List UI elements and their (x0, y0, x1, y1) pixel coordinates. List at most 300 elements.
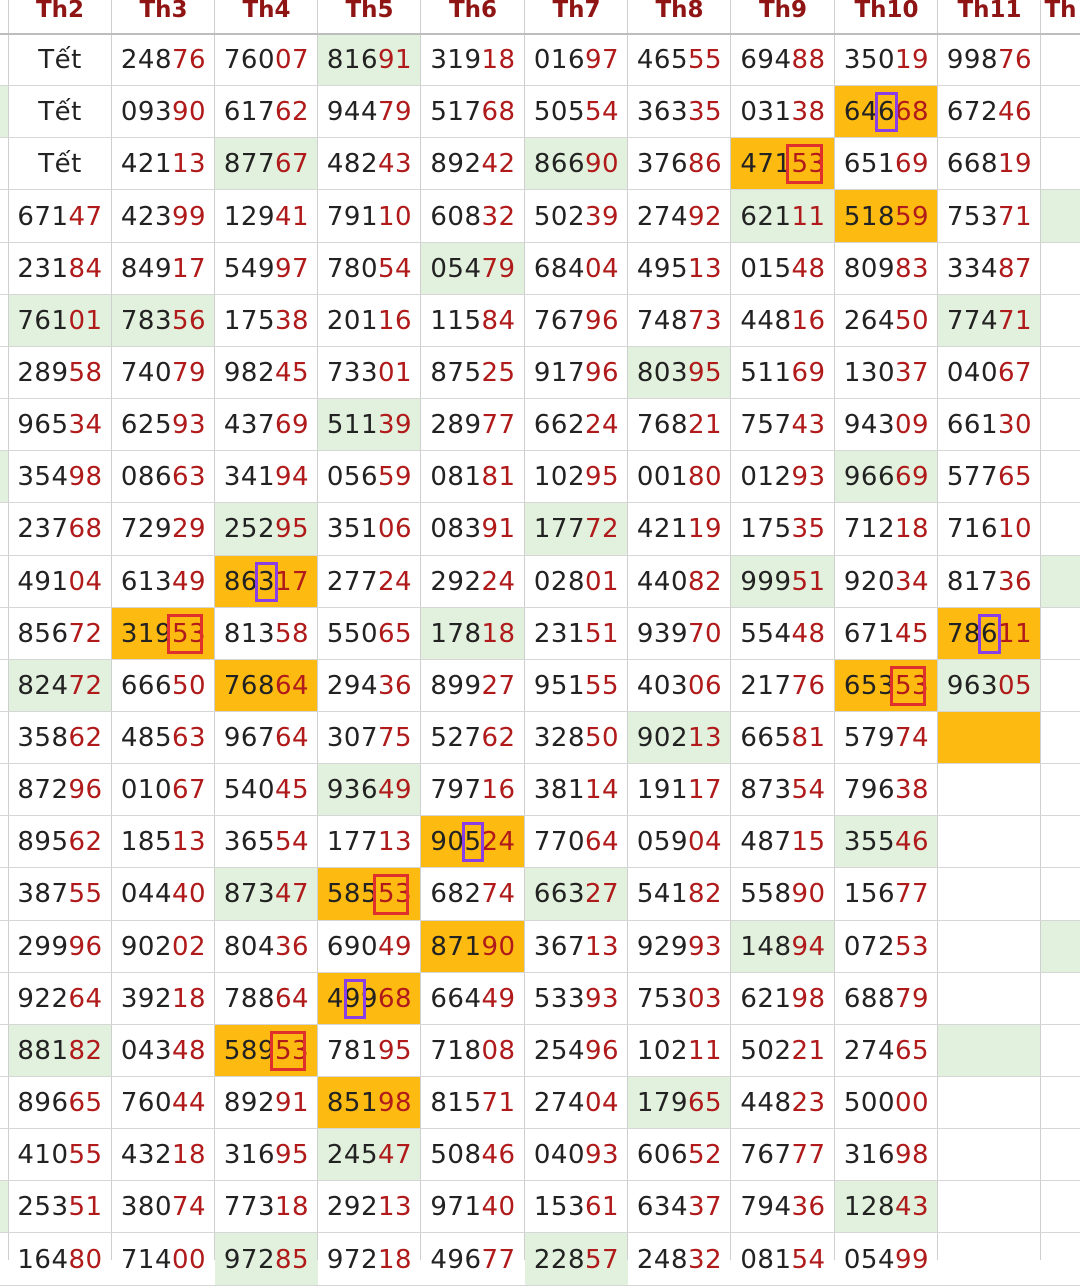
result-cell[interactable]: 274 65 (843, 1035, 930, 1066)
result-cell[interactable]: 086 63 (120, 462, 207, 493)
result-cell[interactable]: 824 72 (8, 660, 112, 712)
result-cell[interactable]: 895 62 (17, 827, 103, 858)
result-cell[interactable] (1041, 608, 1080, 660)
result-cell[interactable]: 231 51 (533, 618, 620, 649)
result-cell[interactable]: 040 93 (533, 1140, 620, 1171)
header-th10: Th10 (854, 0, 919, 23)
result-cell[interactable]: 797 16 (430, 775, 516, 806)
result-cell[interactable]: 392 18 (120, 983, 207, 1014)
result-cell[interactable] (1041, 138, 1080, 190)
result-cell[interactable]: 774 71 (938, 295, 1041, 347)
row-divider (0, 763, 1080, 764)
result-cell[interactable] (1041, 816, 1080, 868)
result-cell[interactable] (1041, 399, 1080, 451)
result-cell[interactable]: 917 96 (533, 357, 620, 388)
result-cell[interactable] (1041, 868, 1080, 920)
header-divider (0, 33, 1080, 35)
result-cell[interactable]: 920 34 (843, 566, 930, 597)
result-cell[interactable]: 403 06 (636, 670, 723, 701)
result-cell[interactable]: 963 05 (938, 660, 1041, 712)
result-cell[interactable]: 040 67 (946, 357, 1033, 388)
edge-cell-highlight (0, 86, 8, 138)
row-divider (0, 711, 1080, 712)
result-cell[interactable]: 558 90 (740, 879, 826, 910)
row-divider (0, 555, 1080, 556)
result-cell[interactable]: 177 72 (525, 503, 628, 555)
header-th: Th (1044, 0, 1077, 23)
result-cell[interactable]: 753 03 (636, 983, 723, 1014)
result-cell[interactable]: 410 55 (17, 1140, 103, 1171)
result-cell[interactable]: 817 36 (946, 566, 1033, 597)
result-cell[interactable]: 254 96 (533, 1035, 620, 1066)
result-cell[interactable]: 129 41 (223, 201, 310, 232)
result-cell[interactable]: 662 24 (533, 410, 620, 441)
result-cell[interactable]: 505 54 (533, 97, 620, 128)
result-cell[interactable]: 716 10 (946, 514, 1033, 545)
result-cell[interactable]: 664 49 (430, 983, 516, 1014)
result-cell[interactable]: 440 82 (636, 566, 723, 597)
row-divider (0, 1232, 1080, 1233)
result-cell[interactable]: 682 74 (430, 879, 516, 910)
result-cell[interactable]: 376 86 (636, 149, 723, 180)
result-cell[interactable]: 355 46 (835, 816, 938, 868)
result-cell[interactable]: 533 93 (533, 983, 620, 1014)
result-cell[interactable] (938, 1181, 1041, 1233)
result-cell[interactable]: 502 21 (740, 1035, 826, 1066)
result-cell[interactable]: 351 06 (326, 514, 413, 545)
result-cell[interactable]: 012 93 (740, 462, 826, 493)
result-cell[interactable]: 863 17 (215, 556, 318, 608)
result-cell[interactable]: 421 19 (636, 514, 723, 545)
result-cell[interactable]: 740 79 (120, 357, 207, 388)
result-cell[interactable] (938, 1129, 1041, 1181)
result-cell[interactable]: 783 56 (112, 295, 215, 347)
result-cell[interactable]: 892 91 (223, 1088, 310, 1119)
result-cell[interactable]: 718 08 (430, 1035, 516, 1066)
result-cell[interactable]: 613 49 (120, 566, 207, 597)
result-cell[interactable]: 001 80 (636, 462, 723, 493)
result-cell[interactable] (1041, 347, 1080, 399)
result-cell[interactable] (1041, 451, 1080, 503)
result-cell[interactable]: 115 84 (430, 305, 516, 336)
result-cell[interactable]: 651 69 (843, 149, 930, 180)
result-cell[interactable]: 179 65 (628, 1077, 731, 1129)
row-divider (0, 607, 1080, 608)
result-cell[interactable]: 873 54 (740, 775, 826, 806)
result-cell[interactable]: 156 77 (843, 879, 930, 910)
result-cell[interactable]: 550 65 (326, 618, 413, 649)
result-cell[interactable]: 896 65 (17, 1088, 103, 1119)
result-cell[interactable]: 437 69 (223, 410, 310, 441)
row-divider (0, 242, 1080, 243)
result-cell[interactable]: 517 68 (430, 97, 516, 128)
result-cell[interactable]: 688 79 (843, 983, 930, 1014)
result-cell[interactable]: 487 15 (740, 827, 826, 858)
result-cell[interactable]: 617 62 (223, 97, 310, 128)
result-cell[interactable] (1041, 660, 1080, 712)
result-cell[interactable]: 804 36 (223, 931, 310, 962)
result-cell[interactable]: 164 80 (17, 1244, 103, 1275)
row-divider (0, 867, 1080, 868)
result-cell[interactable]: 185 13 (120, 827, 207, 858)
result-cell[interactable]: 093 90 (120, 97, 207, 128)
result-cell[interactable]: 902 13 (628, 712, 731, 764)
row-divider (0, 1076, 1080, 1077)
result-cell[interactable]: 761 01 (8, 295, 112, 347)
header-th8: Th8 (655, 0, 704, 23)
result-cell[interactable] (938, 816, 1041, 868)
result-cell[interactable]: 178 18 (421, 608, 525, 660)
result-cell[interactable] (938, 973, 1041, 1025)
result-cell[interactable] (938, 1077, 1041, 1129)
result-cell[interactable]: 936 49 (318, 764, 421, 816)
result-cell[interactable]: 971 40 (430, 1192, 516, 1223)
result-cell[interactable]: 634 37 (636, 1192, 723, 1223)
result-cell[interactable]: 922 64 (17, 983, 103, 1014)
result-cell[interactable]: 653 53 (835, 660, 938, 712)
result-cell[interactable]: 289 58 (17, 357, 103, 388)
result-cell[interactable]: 856 72 (17, 618, 103, 649)
row-divider (0, 85, 1080, 86)
result-cell[interactable]: 770 64 (533, 827, 620, 858)
result-cell[interactable]: 589 53 (215, 1025, 318, 1077)
result-cell[interactable]: 554 48 (740, 618, 826, 649)
result-cell[interactable]: 177 13 (326, 827, 413, 858)
result-cell[interactable]: 496 77 (430, 1244, 516, 1275)
result-cell[interactable]: 191 17 (636, 775, 723, 806)
result-cell[interactable]: 471 53 (731, 138, 835, 190)
result-cell[interactable]: 540 45 (223, 775, 310, 806)
result-cell[interactable]: 791 10 (326, 201, 413, 232)
header-th2: Th2 (35, 0, 85, 23)
row-divider (0, 1285, 1080, 1286)
result-cell[interactable]: 757 43 (740, 410, 826, 441)
result-cell[interactable]: 059 04 (636, 827, 723, 858)
header-th3: Th3 (139, 0, 188, 23)
result-cell[interactable]: 102 11 (636, 1035, 723, 1066)
header-th6: Th6 (448, 0, 498, 23)
result-cell[interactable]: 500 00 (843, 1088, 930, 1119)
result-cell[interactable]: 054 99 (843, 1244, 930, 1275)
result-cell[interactable] (938, 921, 1041, 973)
result-cell[interactable]: 274 92 (636, 201, 723, 232)
result-cell[interactable]: 781 95 (326, 1035, 413, 1066)
result-cell[interactable]: 712 18 (843, 514, 930, 545)
result-cell[interactable]: 175 35 (740, 514, 826, 545)
result-cell[interactable]: 508 46 (430, 1140, 516, 1171)
result-cell[interactable]: 248 76 (120, 45, 207, 76)
result-cell[interactable]: 231 84 (17, 253, 103, 284)
row-divider (0, 137, 1080, 138)
result-cell[interactable]: 767 96 (533, 305, 620, 336)
result-cell[interactable]: 081 54 (740, 1244, 826, 1275)
result-cell[interactable]: 871 90 (421, 921, 525, 973)
row-divider (0, 1180, 1080, 1181)
result-cell[interactable]: 905 24 (421, 816, 525, 868)
result-cell[interactable]: 972 18 (326, 1244, 413, 1275)
result-cell[interactable]: 387 55 (17, 879, 103, 910)
result-cell[interactable]: 380 74 (120, 1192, 207, 1223)
result-cell[interactable]: 816 91 (318, 34, 421, 86)
result-cell[interactable]: 201 16 (326, 305, 413, 336)
row-divider (0, 398, 1080, 399)
result-cell[interactable] (1041, 34, 1080, 86)
result-cell[interactable] (1041, 503, 1080, 555)
result-cell[interactable]: 788 64 (223, 983, 310, 1014)
result-cell[interactable]: 999 51 (731, 556, 835, 608)
result-cell[interactable]: 768 64 (215, 660, 318, 712)
result-cell[interactable]: 665 81 (740, 723, 826, 753)
result-cell[interactable]: 248 32 (636, 1244, 723, 1275)
result-cell[interactable]: 511 69 (740, 357, 826, 388)
result-cell[interactable]: 367 13 (533, 931, 620, 962)
result-cell[interactable]: 780 54 (326, 253, 413, 284)
result-cell[interactable]: 873 47 (215, 868, 318, 920)
result-cell[interactable]: 043 48 (120, 1035, 207, 1066)
result-cell[interactable]: 866 90 (525, 138, 628, 190)
result-cell[interactable]: 252 95 (215, 503, 318, 555)
result-cell[interactable]: 128 43 (835, 1181, 938, 1233)
result-cell[interactable]: 245 47 (318, 1129, 421, 1181)
row-divider (0, 920, 1080, 921)
result-cell[interactable]: 217 76 (740, 670, 826, 701)
result-cell[interactable]: 803 95 (628, 347, 731, 399)
result-cell[interactable]: 319 18 (430, 45, 516, 76)
result-cell[interactable]: 031 38 (740, 97, 826, 128)
result-cell[interactable]: 228 57 (525, 1233, 628, 1285)
result-cell[interactable]: 102 95 (533, 462, 620, 493)
result-cell[interactable] (938, 1025, 1041, 1077)
result-cell[interactable]: 054 79 (421, 243, 525, 295)
result-cell[interactable]: 358 62 (17, 723, 103, 753)
result-cell[interactable]: 760 07 (223, 45, 310, 76)
result-cell[interactable]: 354 98 (17, 462, 103, 493)
row-divider (0, 189, 1080, 190)
result-cell[interactable]: 972 85 (215, 1233, 318, 1285)
result-cell[interactable]: 010 67 (120, 775, 207, 806)
result-cell[interactable]: 495 13 (636, 253, 723, 284)
result-cell[interactable]: 951 55 (533, 670, 620, 701)
result-cell[interactable]: Tết (38, 97, 82, 128)
result-cell[interactable] (1041, 190, 1080, 242)
result-cell[interactable]: 015 48 (740, 253, 826, 284)
row-divider (0, 346, 1080, 347)
result-cell[interactable]: 072 53 (843, 931, 930, 962)
edge-cell-highlight (0, 1181, 8, 1233)
header-th7: Th7 (552, 0, 601, 23)
result-cell[interactable]: 875 25 (430, 357, 516, 388)
result-cell[interactable]: 646 68 (835, 86, 938, 138)
result-cell[interactable] (1041, 556, 1080, 608)
result-cell[interactable]: 767 77 (740, 1140, 826, 1171)
result-cell[interactable]: 527 62 (430, 723, 516, 753)
result-cell[interactable]: 872 96 (17, 775, 103, 806)
result-cell[interactable]: Tết (38, 45, 82, 76)
result-cell[interactable]: 606 52 (636, 1140, 723, 1171)
result-cell[interactable] (938, 764, 1041, 816)
result-cell[interactable]: 671 45 (843, 618, 930, 649)
result-cell[interactable]: 694 88 (740, 45, 826, 76)
result-cell[interactable]: 729 29 (120, 514, 207, 545)
result-cell[interactable]: 277 24 (326, 566, 413, 597)
result-cell[interactable]: 621 11 (731, 190, 835, 242)
result-cell[interactable]: 432 18 (120, 1140, 207, 1171)
result-cell[interactable]: 690 49 (326, 931, 413, 962)
result-cell[interactable]: 334 87 (946, 253, 1033, 284)
result-cell[interactable]: 851 98 (318, 1077, 421, 1129)
row-divider (0, 1024, 1080, 1025)
result-cell[interactable]: 663 27 (525, 868, 628, 920)
result-cell[interactable]: 748 73 (636, 305, 723, 336)
result-cell[interactable]: 579 74 (843, 723, 930, 753)
result-cell[interactable]: 423 99 (120, 201, 207, 232)
result-cell[interactable]: 966 69 (835, 451, 938, 503)
result-cell[interactable]: 341 94 (223, 462, 310, 493)
result-cell[interactable]: 794 36 (740, 1192, 826, 1223)
result-cell[interactable] (1041, 1077, 1080, 1129)
result-cell[interactable]: 671 47 (17, 201, 103, 232)
result-cell[interactable]: 350 19 (843, 45, 930, 76)
result-cell[interactable]: 237 68 (17, 514, 103, 545)
result-cell[interactable]: 661 30 (946, 410, 1033, 441)
result-cell[interactable]: 899 27 (430, 670, 516, 701)
result-cell[interactable] (1041, 86, 1080, 138)
result-cell[interactable]: 518 59 (835, 190, 938, 242)
result-cell[interactable]: 577 65 (946, 462, 1033, 493)
result-cell[interactable]: 760 44 (120, 1088, 207, 1119)
result-cell[interactable]: 511 39 (318, 399, 421, 451)
result-cell[interactable]: 485 63 (120, 723, 207, 753)
result-cell[interactable]: 328 50 (533, 723, 620, 753)
result-cell[interactable]: 153 61 (533, 1192, 620, 1223)
result-cell[interactable]: 448 23 (740, 1088, 826, 1119)
result-cell[interactable]: 944 79 (326, 97, 413, 128)
result-cell[interactable]: 943 09 (843, 410, 930, 441)
result-cell[interactable]: 081 81 (430, 462, 516, 493)
result-cell[interactable]: 083 91 (430, 514, 516, 545)
result-cell[interactable]: 381 14 (533, 775, 620, 806)
result-cell[interactable]: 684 04 (533, 253, 620, 284)
result-cell[interactable]: 967 64 (223, 723, 310, 753)
result-cell[interactable]: 044 40 (120, 879, 207, 910)
result-cell[interactable]: 892 42 (430, 149, 516, 180)
row-divider (0, 502, 1080, 503)
row-divider (0, 294, 1080, 295)
result-cell[interactable]: Tết (38, 149, 82, 180)
result-cell[interactable]: 148 94 (731, 921, 835, 973)
result-cell[interactable]: 768 21 (636, 410, 723, 441)
header-th9: Th9 (758, 0, 808, 23)
table-header (0, 0, 1080, 34)
result-cell[interactable] (1041, 1181, 1080, 1233)
result-cell[interactable]: 028 01 (533, 566, 620, 597)
result-cell[interactable]: 299 96 (17, 931, 103, 962)
result-cell[interactable]: 902 02 (120, 931, 207, 962)
result-cell[interactable]: 773 18 (223, 1192, 310, 1223)
result-cell[interactable]: 465 55 (636, 45, 723, 76)
row-divider (0, 659, 1080, 660)
result-cell[interactable]: 307 75 (326, 723, 413, 753)
result-cell[interactable] (938, 868, 1041, 920)
result-cell[interactable]: 753 71 (946, 201, 1033, 232)
result-cell[interactable]: 016 97 (533, 45, 620, 76)
result-cell[interactable]: 608 32 (430, 201, 516, 232)
result-cell[interactable]: 813 58 (223, 618, 310, 649)
result-cell[interactable]: 881 82 (8, 1025, 112, 1077)
edge-cell-highlight (0, 451, 8, 503)
result-cell[interactable]: 786 11 (938, 608, 1041, 660)
result-cell[interactable]: 502 39 (533, 201, 620, 232)
result-cell[interactable]: 491 04 (17, 566, 103, 597)
result-cell[interactable]: 541 82 (636, 879, 723, 910)
result-cell[interactable]: 448 16 (740, 305, 826, 336)
result-cell[interactable] (1041, 243, 1080, 295)
result-cell[interactable] (1041, 1129, 1080, 1181)
result-cell[interactable]: 666 50 (120, 670, 207, 701)
header-th5: Th5 (345, 0, 394, 23)
result-cell[interactable]: 130 37 (843, 357, 930, 388)
result-cell[interactable]: 365 54 (223, 827, 310, 858)
result-cell[interactable] (1041, 921, 1080, 973)
result-cell[interactable]: 264 50 (843, 305, 930, 336)
row-divider (0, 815, 1080, 816)
result-cell[interactable]: 714 00 (120, 1244, 207, 1275)
result-cell[interactable]: 733 01 (326, 357, 413, 388)
result-cell[interactable] (1041, 764, 1080, 816)
result-cell[interactable]: 877 67 (215, 138, 318, 190)
result-cell[interactable]: 668 19 (946, 149, 1033, 180)
result-cell[interactable]: 319 53 (112, 608, 215, 660)
result-cell[interactable]: 621 98 (740, 983, 826, 1014)
result-cell[interactable]: 274 04 (533, 1088, 620, 1119)
result-cell[interactable]: 363 35 (636, 97, 723, 128)
result-cell[interactable]: 294 36 (326, 670, 413, 701)
result-cell[interactable]: 625 93 (120, 410, 207, 441)
result-cell[interactable]: 815 71 (430, 1088, 516, 1119)
result-cell[interactable]: 056 59 (326, 462, 413, 493)
result-cell[interactable]: 499 68 (318, 973, 421, 1025)
result-cell[interactable]: 253 51 (17, 1192, 103, 1223)
row-divider (0, 972, 1080, 973)
result-cell[interactable]: 316 95 (223, 1140, 310, 1171)
result-cell[interactable]: 849 17 (120, 253, 207, 284)
result-cell[interactable]: 585 53 (318, 868, 421, 920)
result-cell[interactable]: 982 45 (223, 357, 310, 388)
result-cell[interactable]: 292 24 (430, 566, 516, 597)
header-th4: Th4 (242, 0, 291, 23)
result-cell[interactable] (1041, 973, 1080, 1025)
result-cell[interactable] (1041, 1025, 1080, 1077)
result-cell[interactable]: 289 77 (430, 410, 516, 441)
result-cell[interactable] (1041, 712, 1080, 764)
result-cell[interactable]: 939 70 (636, 618, 723, 649)
result-cell[interactable]: 809 83 (843, 253, 930, 284)
result-cell[interactable]: 965 34 (17, 410, 103, 441)
result-cell[interactable]: 482 43 (326, 149, 413, 180)
result-cell[interactable]: 998 76 (946, 45, 1033, 76)
result-cell[interactable]: 672 46 (946, 97, 1033, 128)
result-cell[interactable]: 292 13 (326, 1192, 413, 1223)
result-cell[interactable]: 421 13 (120, 149, 207, 180)
result-cell[interactable] (1041, 295, 1080, 347)
result-cell[interactable]: 929 93 (636, 931, 723, 962)
result-cell[interactable]: 316 98 (843, 1140, 930, 1171)
result-cell[interactable] (938, 712, 1041, 764)
result-cell[interactable]: 549 97 (223, 253, 310, 284)
result-cell[interactable]: 175 38 (223, 305, 310, 336)
header-th11: Th11 (957, 0, 1022, 23)
result-cell[interactable]: 796 38 (843, 775, 930, 806)
